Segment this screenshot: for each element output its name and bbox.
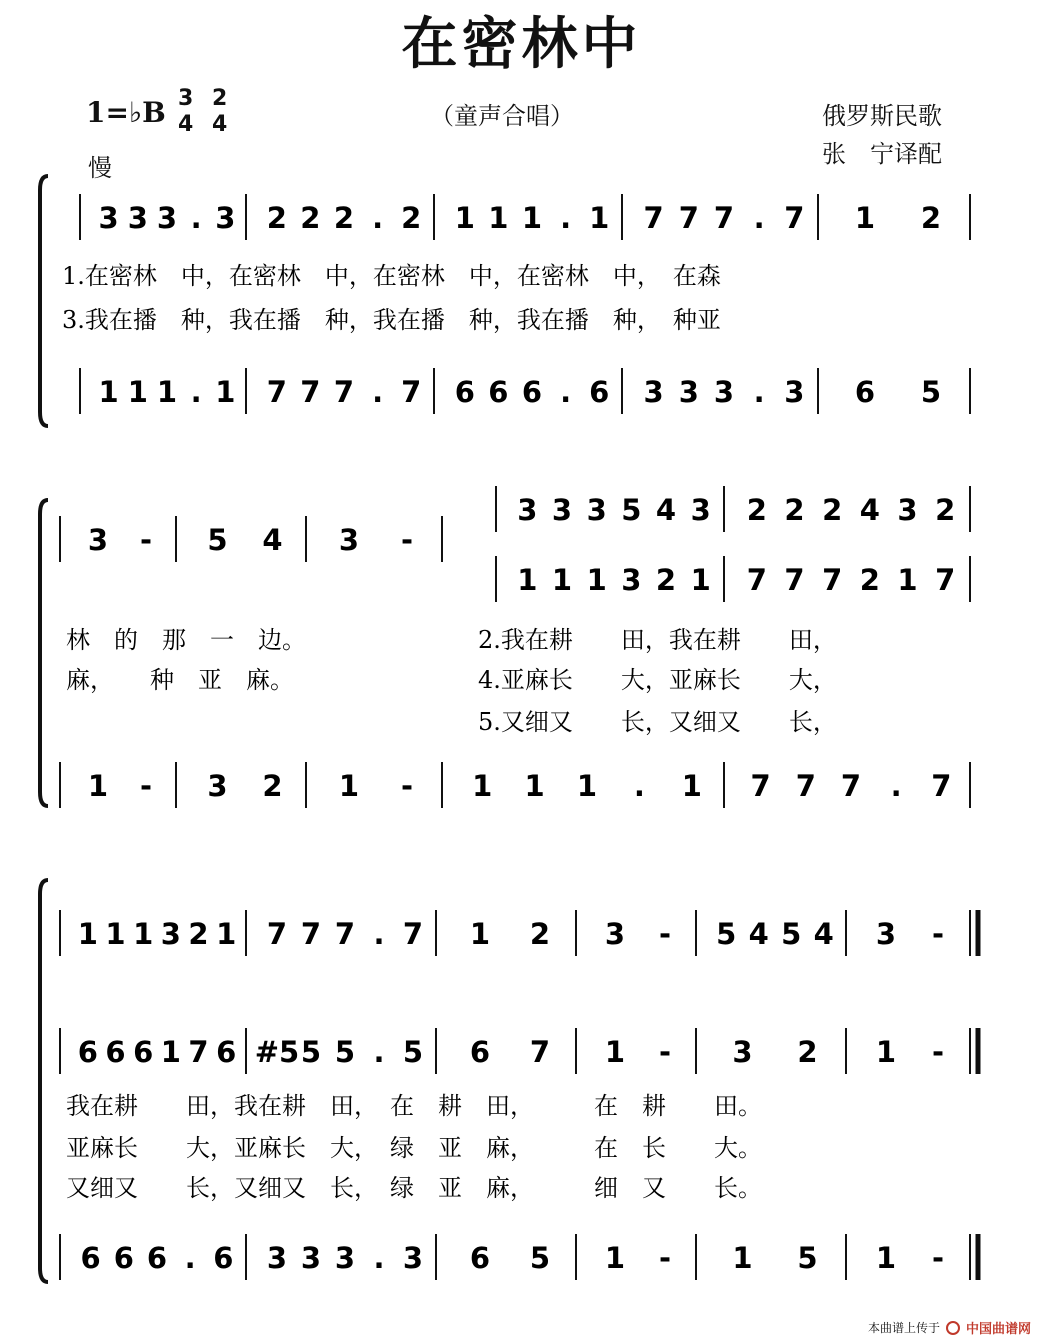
sys3-middle-note: 6 [216,1035,237,1069]
sys3-middle-note: 1 [160,1035,181,1069]
sys3-upper-note: 1 [469,917,491,951]
sys2-divisi-bottom-note: 1 [897,563,918,597]
sys2-lower-note: 3 [207,769,228,803]
sys2-upper-note: 5 [207,523,228,557]
sys1-upper-note: 3 [215,201,236,235]
sys2-divisi-bottom-note: 1 [586,563,607,597]
key-signature: 1=♭B [86,96,166,129]
sys2-lower-note: 7 [750,769,771,803]
sys3-middle-note: 7 [529,1035,551,1069]
time-signature-3-4: 3 4 [178,86,194,137]
sys3-upper-note: . [373,917,385,951]
sys2-divisi-top-note: 3 [551,493,573,527]
sys3-lower-note: . [184,1241,196,1275]
sys3-lower-note: 5 [529,1241,551,1275]
sys3-upper-note: 7 [402,917,424,951]
sys3-middle-note: 1 [875,1035,897,1069]
sys2-divisi-bottom-note: 1 [551,563,573,597]
sys3-middle-note: - [931,1035,945,1069]
sys2-upper-note: - [139,523,153,557]
sys3-lower-note: 6 [80,1241,101,1275]
sys2-lower-note: 1 [524,769,545,803]
sys3-lower-note: 5 [797,1241,818,1275]
sys3-middle-note: . [373,1035,385,1069]
sys1-lyric-verse1: 1.在密林 中，在密林 中，在密林 中，在密林 中， 在森 [62,262,721,290]
sys2-divisi-bottom-note: 7 [784,563,805,597]
sys3-upper-note: 3 [160,917,181,951]
sys3-middle-note: 6 [133,1035,154,1069]
sys1-lower-note: 5 [920,375,942,409]
sys3-lower-note: 3 [334,1241,356,1275]
sys2-divisi-top-note: 2 [935,493,956,527]
sys3-upper-note: 1 [105,917,126,951]
sys2-lyric-verse1: 林 的 那 一 边。 [66,626,306,654]
sys1-upper-note: 1 [854,201,876,235]
sys1-lower-note: 7 [333,375,355,409]
sys1-upper-note: 7 [678,201,699,235]
sys2-lower-note: 7 [795,769,816,803]
sys1-lower-note: 7 [266,375,287,409]
sys1-upper-note: 7 [643,201,664,235]
sys1-upper-note: . [753,201,765,235]
sys1-lower-note: 3 [643,375,664,409]
sys3-middle-note: 6 [77,1035,98,1069]
sys2-lower-note: 1 [87,769,109,803]
sys1-lower-note: 1 [98,375,119,409]
sys3-lower-note: - [931,1241,945,1275]
sys2-divisi-top-note: 3 [897,493,918,527]
sys1-lower-note: 6 [521,375,543,409]
sys3-upper-note: 5 [716,917,737,951]
sys2-divisi-bottom-note: 2 [655,563,677,597]
sys3-upper-note: 1 [133,917,154,951]
page-title: 在密林中 [401,12,642,77]
system-bracket [40,880,48,1282]
sys1-lower-note: 1 [127,375,148,409]
performance-note: （童声合唱） [430,102,574,130]
sys2-divisi-top-note: 4 [859,493,880,527]
sys2-lyric-verse2: 2.我在耕 田，我在耕 田， [478,626,837,654]
sys3-middle-note: 1 [604,1035,626,1069]
sys2-divisi-bottom-note: 2 [859,563,880,597]
sys1-lower-note: 7 [300,375,321,409]
sys3-middle-note: - [658,1035,672,1069]
sys1-upper-note: 2 [401,201,422,235]
sys1-upper-note: 1 [454,201,475,235]
sys3-lower-note: 6 [146,1241,168,1275]
sys1-lower-note: 3 [713,375,735,409]
sys1-lower-note: 3 [784,375,805,409]
sys2-lower-note: 7 [931,769,952,803]
sys3-upper-note: - [658,917,672,951]
sys1-lower-note: . [560,375,572,409]
sys2-divisi-bottom-note: 3 [621,563,642,597]
sys1-lower-note: 7 [401,375,422,409]
sys2-upper-note: 3 [338,523,360,557]
sys2-upper-note: 4 [262,523,283,557]
sys2-divisi-bottom-note: 7 [746,563,767,597]
sys3-lyric-verse5: 又细又 长，又细又 长， 绿 亚 麻， 细 又 长。 [66,1174,762,1202]
sys1-lower-note: 6 [454,375,475,409]
sys1-lower-note: 6 [589,375,610,409]
sys3-upper-note: 7 [334,917,356,951]
sys3-lower-note: 1 [875,1241,897,1275]
sys2-upper-note: - [400,523,414,557]
sys2-lower-note: . [890,769,902,803]
sys3-middle-note: 6 [105,1035,126,1069]
sys3-lower-note: 1 [732,1241,753,1275]
translator-credit: 张 宁译配 [822,140,942,168]
sys2-divisi-top-note: 2 [746,493,767,527]
sys2-lower-note: - [139,769,153,803]
upload-text: 本曲谱上传于 [867,1321,940,1335]
sys3-middle-note: 5 [402,1035,424,1069]
sys3-lower-note: 6 [213,1241,234,1275]
sys1-lower-note: 6 [854,375,876,409]
sys2-lower-note: 2 [262,769,283,803]
sys3-upper-note: 4 [748,917,769,951]
sys3-middle-note: #5 [254,1035,300,1069]
sys1-upper-note: 1 [521,201,543,235]
sys2-lower-note: - [400,769,414,803]
sys3-upper-note: 4 [813,917,834,951]
sys1-lower-note: 1 [215,375,236,409]
sys2-divisi-top-note: 2 [784,493,805,527]
sys2-divisi-top-note: 2 [822,493,843,527]
sys1-upper-note: 2 [266,201,287,235]
sys1-upper-note: 1 [488,201,509,235]
sys3-lower-note: . [373,1241,385,1275]
sys2-divisi-bottom-note: 7 [822,563,843,597]
sys2-lyric-verse5: 5.又细又 长，又细又 长， [478,708,837,736]
sys1-lyric-verse3: 3.我在播 种，我在播 种，我在播 种，我在播 种， 种亚 [62,306,721,334]
system-bracket [40,176,48,426]
sys3-middle-note: 5 [334,1035,356,1069]
sys1-upper-note: 7 [713,201,735,235]
sys3-upper-note: 2 [529,917,551,951]
sys3-lower-note: 3 [402,1241,424,1275]
sys1-lower-note: . [372,375,384,409]
sys3-upper-note: 5 [781,917,802,951]
sys3-upper-note: 7 [300,917,322,951]
sys2-divisi-top-note: 4 [655,493,677,527]
sys1-upper-note: 3 [98,201,119,235]
sys1-lower-note: 3 [678,375,699,409]
sys2-divisi-bottom-note: 7 [935,563,956,597]
sys1-upper-note: 1 [589,201,610,235]
sys3-lower-note: - [658,1241,672,1275]
sys1-upper-note: 2 [920,201,942,235]
sys3-middle-note: 6 [469,1035,491,1069]
sys3-lower-note: 6 [113,1241,134,1275]
sys1-lower-note: . [190,375,202,409]
sys3-lower-note: 3 [300,1241,322,1275]
time-signature-2-4: 2 4 [212,86,228,137]
sys3-middle-note: 5 [300,1035,322,1069]
sys3-middle-note: 2 [797,1035,818,1069]
site-logo-icon [946,1321,960,1335]
sys1-upper-note: . [372,201,384,235]
sys3-lyric-verse2: 我在耕 田，我在耕 田， 在 耕 田， 在 耕 田。 [66,1092,762,1120]
sys2-lower-note: 1 [338,769,360,803]
sys3-lyric-verse4: 亚麻长 大，亚麻长 大， 绿 亚 麻， 在 长 大。 [66,1134,762,1162]
sys3-lower-note: 1 [604,1241,626,1275]
tempo-marking: 慢 [88,154,112,182]
sys1-lower-note: 1 [156,375,178,409]
sys3-upper-note: 1 [216,917,237,951]
sys2-divisi-top-note: 3 [586,493,607,527]
sys1-upper-note: 2 [333,201,355,235]
sys3-middle-note: 7 [188,1035,209,1069]
sys3-upper-note: - [931,917,945,951]
sys1-upper-note: . [560,201,572,235]
sys2-lower-note: 7 [840,769,862,803]
sys1-upper-note: . [190,201,202,235]
site-footer [868,1318,1031,1337]
sys3-upper-note: 3 [875,917,897,951]
sys1-lower-note: . [753,375,765,409]
sys2-divisi-top-note: 5 [621,493,642,527]
sys3-upper-note: 1 [77,917,98,951]
sys2-lyric-verse3: 麻， 种 亚 麻。 [66,666,294,694]
sys3-middle-note: 3 [732,1035,753,1069]
sys3-lower-note: 6 [469,1241,491,1275]
sys2-lyric-verse4: 4.亚麻长 大，亚麻长 大， [478,666,837,694]
sys1-lower-note: 6 [488,375,509,409]
sys1-upper-note: 2 [300,201,321,235]
sys2-lower-note: 1 [576,769,598,803]
sys2-upper-note: 3 [87,523,109,557]
sys3-upper-note: 2 [188,917,209,951]
sys3-lower-note: 3 [266,1241,288,1275]
sys2-lower-note: 1 [472,769,493,803]
sys2-lower-note: 1 [681,769,702,803]
sys2-divisi-top-note: 3 [517,493,538,527]
sys1-upper-note: 7 [784,201,805,235]
sys3-upper-note: 7 [266,917,288,951]
origin-credit: 俄罗斯民歌 [822,102,942,130]
sys2-divisi-bottom-note: 1 [517,563,538,597]
sys2-divisi-bottom-note: 1 [690,563,711,597]
sys3-upper-note: 3 [604,917,626,951]
sys1-upper-note: 3 [127,201,148,235]
site-name[interactable]: 中国曲谱网 [965,1322,1031,1337]
system-bracket [40,500,48,806]
sys2-divisi-top-note: 3 [690,493,711,527]
sys2-lower-note: . [633,769,645,803]
sys1-upper-note: 3 [156,201,178,235]
